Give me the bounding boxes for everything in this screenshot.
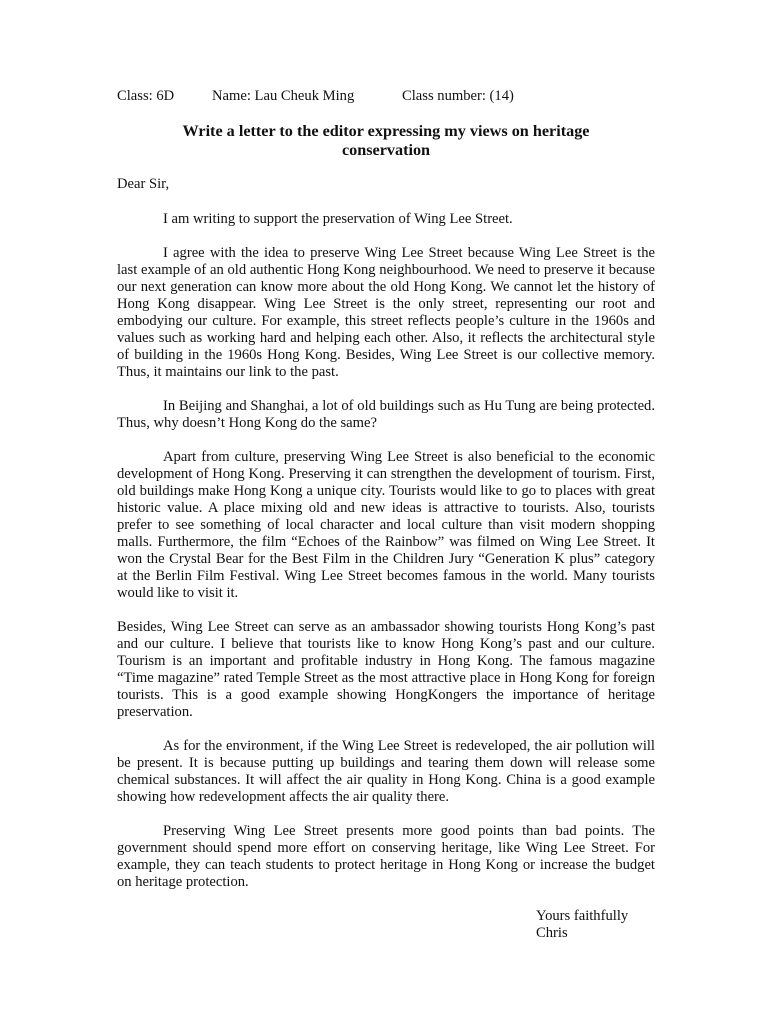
paragraph-environment: As for the environment, if the Wing Lee Street is redeveloped, the air pollution will be present. It is because putting up buildings and tearing them down will release some chemical substances. It will affect the air quality in Hong Kong. China is a good example showing how redevelopment affects the air quality there. — [117, 738, 655, 805]
letter-title: Write a letter to the editor expressing my views on heritage conservation — [182, 122, 590, 159]
class-label: Class: 6D — [117, 88, 175, 104]
signature: Chris — [536, 925, 568, 941]
closing-line: Yours faithfully — [536, 908, 629, 924]
paragraph-ambassador: Besides, Wing Lee Street can serve as an ambassador showing tourists Hong Kong’s past and our culture. I believe that tourists like to know Hong Kong’s past and our culture. Tourism is an important and profitable industry in Hong Kong. The famous magazine “Time magazine” rated Temple Street as the most attractive place in Hong Kong for foreign tourists. This is a good example showing HongKongers the importance of heritage preservation. — [117, 619, 655, 720]
class-number-label: Class number: (14) — [402, 88, 514, 104]
paragraph-history: I agree with the idea to preserve Wing Lee Street because Wing Lee Street is the last example of an old authentic Hong Kong neighbourhood. We need to preserve it because our next generation can know more about the old Hong Kong. We cannot let the history of Hong Kong disappear. Wing Lee Street is the only street, representing our root and embodying our culture. For example, this street reflects people’s culture in the 1960s and values such as working hard and helping each other. Also, it reflects the architectural style of building in the 1960s Hong Kong. Besides, Wing Lee Street is our collective memory. Thus, it maintains our link to the past. — [117, 245, 655, 380]
paragraph-beijing-shanghai: In Beijing and Shanghai, a lot of old buildings such as Hu Tung are being protected. Thus, why doesn’t Hong Kong do the same? — [117, 398, 655, 431]
paragraph-economy: Apart from culture, preserving Wing Lee Street is also beneficial to the economic development of Hong Kong. Preserving it can strengthen the development of tourism. First, old buildings make Hong Kong a unique city. Tourists would like to go to places with great historic value. A place mixing old and new ideas is attractive to tourists. Also, tourists prefer to see something of local character and local culture than visit modern shopping malls. Furthermore, the film “Echoes of the Rainbow” was filmed on Wing Lee Street. It won the Crystal Bear for the Best Film in the Children Jury “Generation K plus” category at the Berlin Film Festival. Wing Lee Street becomes famous in the world. Many tourists would like to visit it. — [117, 449, 655, 601]
student-info-line — [117, 88, 655, 105]
letter-page — [117, 88, 655, 942]
salutation: Dear Sir, — [117, 176, 170, 192]
sign-off — [536, 908, 655, 942]
paragraph-intro: I am writing to support the preservation of Wing Lee Street. — [163, 211, 513, 227]
name-label: Name: Lau Cheuk Ming — [212, 88, 355, 104]
paragraph-conclusion: Preserving Wing Lee Street presents more good points than bad points. The government should spend more effort on conserving heritage, like Wing Lee Street. For example, they can teach students to protect heritage in Hong Kong or increase the budget on heritage protection. — [117, 823, 655, 890]
